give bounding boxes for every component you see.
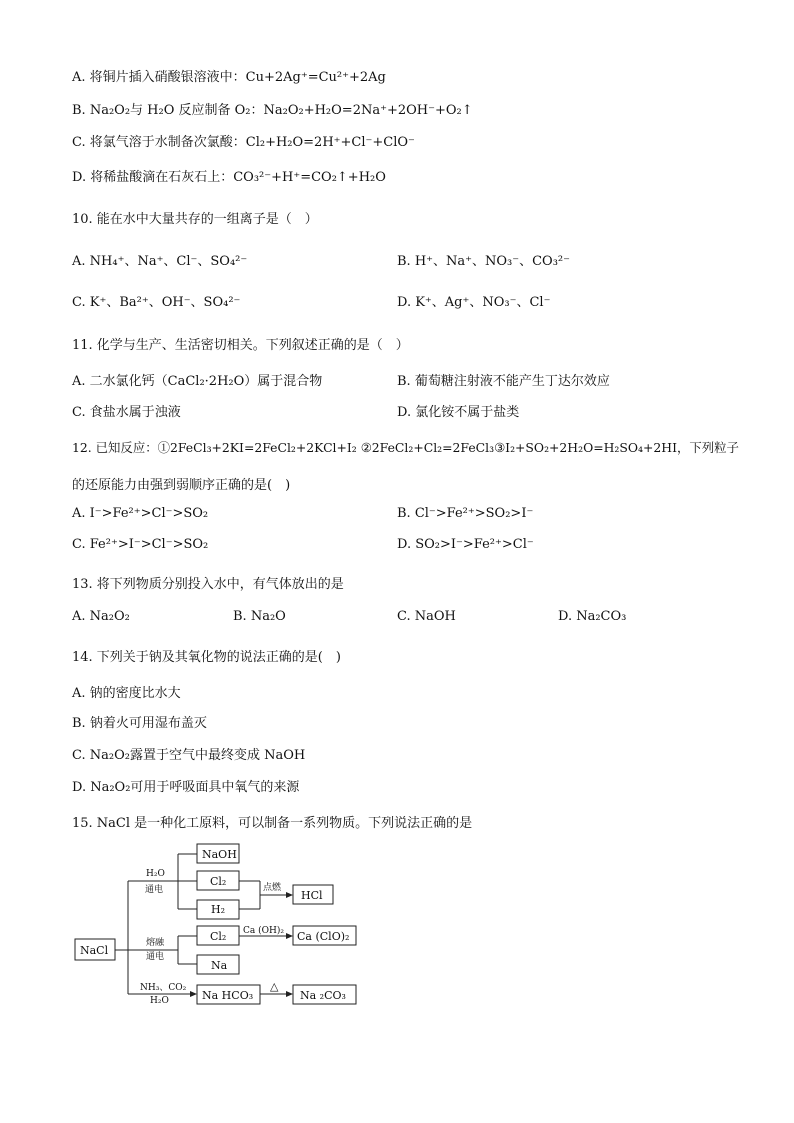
q13-option-d: D. Na₂CO₃ — [558, 609, 627, 624]
q11-option-b: B. 葡萄糖注射液不能产生丁达尔效应 — [397, 374, 610, 389]
label-cl2-a: Cl₂ — [210, 875, 227, 888]
q11-stem: 11. 化学与生产、生活密切相关。下列叙述正确的是（ ） — [72, 338, 409, 353]
label-naoh: NaOH — [202, 848, 237, 861]
label-caclo2: Ca (ClO)₂ — [297, 930, 350, 943]
q12-option-c: C. Fe²⁺>I⁻>Cl⁻>SO₂ — [72, 537, 209, 552]
q13-stem: 13. 将下列物质分别投入水中，有气体放出的是 — [72, 577, 344, 592]
cond-heat: △ — [270, 980, 279, 993]
label-na2co3: Na ₂CO₃ — [300, 989, 346, 1002]
cond-electrolysis-1: 通电 — [145, 885, 164, 895]
label-h2: H₂ — [211, 903, 226, 916]
q11-option-c: C. 食盐水属于浊液 — [72, 405, 181, 420]
q12-stem-line1: 12. 已知反应：①2FeCl₃+2KI=2FeCl₂+2KCl+I₂ ②2FeCl₂+Cl₂=2FeCl₃③I₂+SO₂+2H₂O=H₂SO₄+2HI，下列粒子 — [72, 440, 739, 455]
q10-stem: 10. 能在水中大量共存的一组离子是（ ） — [72, 212, 318, 227]
q12-option-a: A. I⁻>Fe²⁺>Cl⁻>SO₂ — [72, 506, 209, 521]
nacl-flow-diagram — [0, 840, 794, 1020]
label-cl2-b: Cl₂ — [210, 930, 227, 943]
q13-option-a: A. Na₂O₂ — [72, 609, 130, 624]
q14-option-a: A. 钠的密度比水大 — [72, 686, 181, 701]
q15-stem: 15. NaCl 是一种化工原料，可以制备一系列物质。下列说法正确的是 — [72, 816, 473, 831]
q12-option-b: B. Cl⁻>Fe²⁺>SO₂>I⁻ — [397, 506, 534, 521]
q14-option-b: B. 钠着火可用湿布盖灭 — [72, 716, 207, 731]
cond-electrolysis-2: 通电 — [146, 952, 165, 962]
cond-caoh2: Ca (OH)₂ — [243, 926, 284, 936]
q9-option-b: B. Na₂O₂与 H₂O 反应制备 O₂：Na₂O₂+H₂O=2Na⁺+2OH⁻+O₂↑ — [72, 103, 473, 118]
q11-option-d: D. 氯化铵不属于盐类 — [397, 405, 520, 420]
arrow-head-na2co3 — [286, 991, 293, 997]
arrow-head-hcl — [286, 892, 293, 898]
q10-option-d: D. K⁺、Ag⁺、NO₃⁻、Cl⁻ — [397, 295, 551, 310]
q14-option-d: D. Na₂O₂可用于呼吸面具中氧气的来源 — [72, 780, 300, 795]
q10-option-b: B. H⁺、Na⁺、NO₃⁻、CO₃²⁻ — [397, 254, 570, 269]
q9-option-c: C. 将氯气溶于水制备次氯酸：Cl₂+H₂O=2H⁺+Cl⁻+ClO⁻ — [72, 135, 415, 150]
q9-option-d: D. 将稀盐酸滴在石灰石上：CO₃²⁻+H⁺=CO₂↑+H₂O — [72, 170, 386, 185]
cond-nh3-co2: NH₃、CO₂ — [140, 983, 187, 993]
arrow-head-nahco3 — [190, 991, 197, 997]
cond-ignite: 点燃 — [263, 883, 282, 893]
cond-h2o-3: H₂O — [150, 996, 169, 1006]
q11-option-a: A. 二水氯化钙（CaCl₂·2H₂O）属于混合物 — [72, 374, 323, 389]
q12-stem-line2: 的还原能力由强到弱顺序正确的是( ) — [72, 478, 291, 493]
label-na: Na — [211, 959, 228, 972]
q10-option-c: C. K⁺、Ba²⁺、OH⁻、SO₄²⁻ — [72, 295, 241, 310]
q12-option-d: D. SO₂>I⁻>Fe²⁺>Cl⁻ — [397, 537, 534, 552]
label-hcl: HCl — [301, 889, 323, 902]
q14-option-c: C. Na₂O₂露置于空气中最终变成 NaOH — [72, 748, 306, 763]
cond-h2o: H₂O — [146, 869, 165, 879]
q9-option-a: A. 将铜片插入硝酸银溶液中：Cu+2Ag⁺=Cu²⁺+2Ag — [72, 70, 386, 85]
q10-option-a: A. NH₄⁺、Na⁺、Cl⁻、SO₄²⁻ — [72, 254, 248, 269]
cond-molten: 熔融 — [146, 938, 165, 948]
q14-stem: 14. 下列关于钠及其氧化物的说法正确的是( ) — [72, 650, 341, 665]
arrow-head-caclo2 — [286, 933, 293, 939]
label-nacl: NaCl — [80, 944, 109, 957]
q13-option-b: B. Na₂O — [233, 609, 286, 624]
q13-option-c: C. NaOH — [397, 609, 456, 624]
label-nahco3: Na HCO₃ — [202, 989, 254, 1002]
